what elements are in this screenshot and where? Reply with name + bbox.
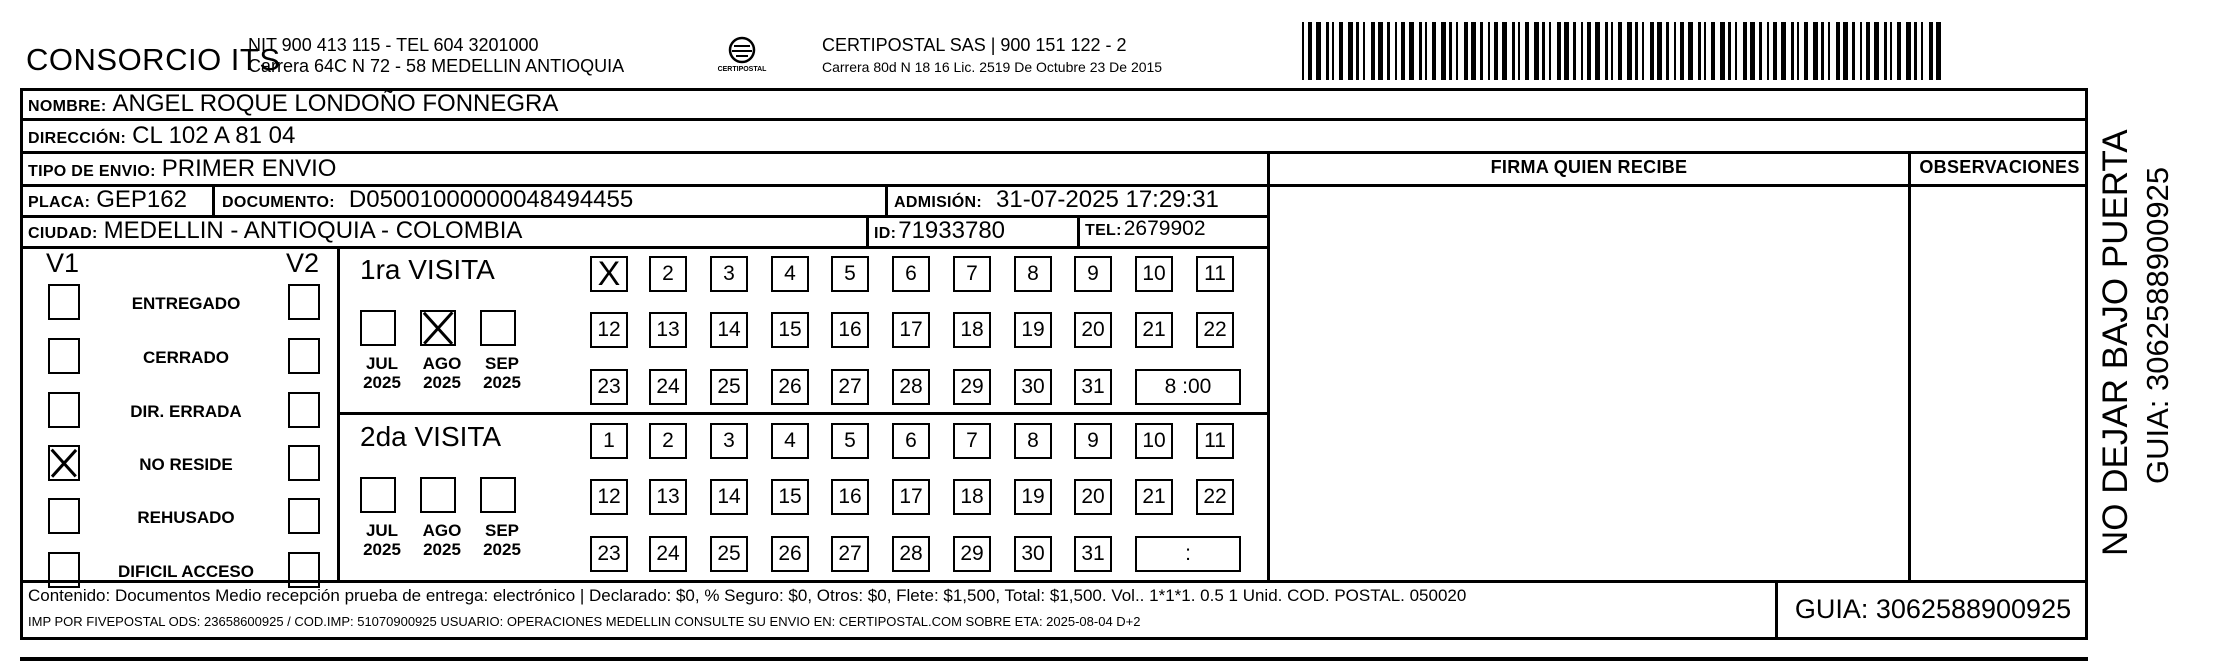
status-label: CERRADO [143,348,229,367]
month-name: AGO [422,354,462,373]
day-box[interactable]: 27 [831,369,869,405]
month-name: SEP [484,354,520,373]
logo-caption: CERTIPOSTAL [717,66,767,73]
barcode-bar [1488,22,1490,80]
certipostal-logo-icon [712,32,772,82]
documento-field [222,186,633,214]
rule [1077,215,1080,247]
day-box[interactable]: 5 [831,423,869,459]
barcode-bar [1441,22,1446,80]
v1-checkbox[interactable] [48,284,80,320]
company-address: Carrera 64C N 72 - 58 MEDELLIN ANTIOQUIA [248,56,625,76]
barcode-bar [1767,22,1769,80]
barcode-bar [1791,22,1794,80]
barcode-bar [1502,22,1507,80]
id-value: 71933780 [898,217,1006,244]
day-box[interactable]: 14 [710,479,748,515]
time-box[interactable]: 8 :00 [1135,369,1241,405]
barcode-bar [1759,22,1762,80]
day-box[interactable]: 31 [1074,536,1112,572]
barcode-bar [1890,22,1892,80]
barcode-bar [1914,22,1917,80]
month-checkbox[interactable] [480,310,516,346]
day-box[interactable]: 30 [1014,369,1052,405]
barcode-bar [1666,22,1669,80]
day-box[interactable]: X [590,256,628,292]
barcode-bar [1557,22,1561,80]
ciudad-value: MEDELLIN - ANTIOQUIA - COLOMBIA [103,217,523,244]
barcode-bar [1518,22,1520,80]
id-label: ID: [874,225,897,242]
visit-title: 1ra VISITA [360,254,495,285]
admision-value: 31-07-2025 17:29:31 [996,186,1219,213]
barcode-bar [1866,22,1870,80]
day-box[interactable]: 1 [590,423,628,459]
tipo-envio-field [28,155,336,183]
ciudad-field [28,217,522,245]
month-name: AGO [422,521,462,540]
day-box[interactable]: 4 [771,423,809,459]
month-year: 2025 [483,540,521,559]
ciudad-label: CIUDAD: [28,225,98,242]
barcode-bar [1680,22,1684,80]
day-box[interactable]: 11 [1196,423,1234,459]
status-label: DIFICIL ACCESO [117,562,254,581]
day-box[interactable]: 3 [710,256,748,292]
v2-checkbox[interactable] [288,498,320,534]
day-box[interactable]: 11 [1196,256,1234,292]
barcode-bar [1743,22,1747,80]
barcode-bar [1852,22,1855,80]
month-label [476,354,528,392]
barcode-bar [1843,22,1848,80]
visit-title: 2da VISITA [360,421,502,452]
barcode-bar [1401,22,1405,80]
admision-field [894,186,1219,214]
barcode-bar [1773,22,1777,80]
barcode-bar [1618,22,1622,80]
tel-field [1085,217,1206,241]
tel-label: TEL: [1085,222,1122,239]
day-box[interactable]: 30 [1014,536,1052,572]
month-year: 2025 [483,373,521,392]
day-box[interactable]: 7 [953,256,991,292]
day-box[interactable]: 9 [1074,256,1112,292]
v2-checkbox[interactable] [288,338,320,374]
barcode-bar [1936,22,1941,80]
month-label [476,521,528,559]
day-box[interactable]: 18 [953,312,991,348]
barcode-bar [1728,22,1731,80]
day-box[interactable]: 22 [1196,312,1234,348]
nombre-label: NOMBRE: [28,98,107,115]
day-box[interactable]: 8 [1014,256,1052,292]
v1-heading: V1 [46,248,80,278]
day-box[interactable]: 27 [831,536,869,572]
documento-label: DOCUMENTO: [222,194,335,211]
day-box[interactable]: 16 [831,479,869,515]
month-label [356,354,408,392]
barcode-bar [1781,22,1786,80]
status-label: ENTREGADO [131,294,241,313]
day-box[interactable]: 20 [1074,312,1112,348]
barcode-bar [1549,22,1551,80]
day-box[interactable]: 23 [590,536,628,572]
day-box[interactable]: 7 [953,423,991,459]
rule [885,184,888,216]
placa-label: PLACA: [28,194,91,211]
barcode-bar [1874,22,1879,80]
rule [1267,151,1270,581]
barcode-bar [1657,22,1662,80]
direccion-field [28,122,295,150]
day-box[interactable]: 16 [831,312,869,348]
rule [337,246,340,581]
day-box[interactable]: 5 [831,256,869,292]
day-box[interactable]: 29 [953,536,991,572]
barcode-bar [1797,22,1799,80]
barcode-bar [1573,22,1576,80]
firma-heading: FIRMA QUIEN RECIBE [1490,157,1688,177]
barcode-bar [1674,22,1676,80]
barcode-bar [1897,22,1901,80]
rule [337,412,1267,415]
v2-checkbox[interactable] [288,392,320,428]
company-nit: NIT 900 413 115 - TEL 604 3201000 [248,35,539,55]
day-box[interactable]: 20 [1074,479,1112,515]
barcode-bar [1735,22,1737,80]
barcode-bar [1698,22,1701,80]
day-box[interactable]: 3 [710,423,748,459]
barcode-bar [1456,22,1458,80]
barcode-bar [1627,22,1632,80]
barcode-bar [1419,22,1422,80]
barcode-bar [1302,22,1304,80]
month-checkbox[interactable] [360,310,396,346]
admision-label: ADMISIÓN: [894,194,983,211]
barcode-bar [1828,22,1830,80]
day-box[interactable]: 17 [892,479,930,515]
v1-checkbox[interactable] [48,392,80,428]
barcode-bar [1595,22,1600,80]
month-name: JUL [365,521,399,540]
month-year: 2025 [363,540,401,559]
v2-checkbox[interactable] [288,284,320,320]
month-label [416,354,468,392]
barcode-bar [1884,22,1887,80]
day-box[interactable]: 14 [710,312,748,348]
status-label: REHUSADO [137,508,235,527]
barcode-bar [1860,22,1862,80]
day-box[interactable]: 24 [649,369,687,405]
barcode-bar [1316,22,1321,80]
day-box[interactable]: 13 [649,479,687,515]
day-box[interactable]: 29 [953,369,991,405]
barcode-bar [1581,22,1583,80]
day-box[interactable]: 25 [710,369,748,405]
v1-checkbox[interactable] [48,338,80,374]
day-box[interactable]: 28 [892,536,930,572]
direccion-value: CL 102 A 81 04 [132,122,296,149]
barcode-bar [1929,22,1933,80]
day-box[interactable]: 26 [771,536,809,572]
barcode-bar [1587,22,1591,80]
nombre-field [28,90,558,118]
bottom-rule [20,657,2088,661]
day-box[interactable]: 9 [1074,423,1112,459]
id-field [874,217,1005,245]
day-box[interactable]: 4 [771,256,809,292]
month-name: JUL [365,354,399,373]
tipo-envio-value: PRIMER ENVIO [161,155,337,182]
direccion-label: DIRECCIÓN: [28,130,127,147]
barcode-bar [1363,22,1365,80]
day-box[interactable]: 26 [771,369,809,405]
day-box[interactable]: 21 [1135,479,1173,515]
barcode-bar [1348,22,1353,80]
day-box[interactable]: 19 [1014,479,1052,515]
v2-checkbox[interactable] [288,552,320,588]
rule [20,246,1268,249]
rule [1908,151,1911,581]
day-box[interactable]: 2 [649,256,687,292]
day-box[interactable]: 15 [771,312,809,348]
barcode-bar [1326,22,1329,80]
barcode-bar [1836,22,1840,80]
barcode-bar [1525,22,1529,80]
barcode-bar [1906,22,1911,80]
certipostal-nit: CERTIPOSTAL SAS | 900 151 122 - 2 [822,35,1127,55]
day-box[interactable]: 31 [1074,369,1112,405]
barcode-bar [1711,22,1715,80]
rule [866,215,869,247]
v2-heading: V2 [286,248,320,278]
day-box[interactable]: 10 [1135,423,1173,459]
month-label [356,521,408,559]
barcode-bar [1564,22,1569,80]
barcode-bar [1704,22,1706,80]
day-box[interactable]: 15 [771,479,809,515]
time-box[interactable]: : [1135,536,1241,572]
certipostal-logo [712,32,772,82]
barcode-bar [1395,22,1397,80]
month-year: 2025 [423,373,461,392]
company-name: CONSORCIO ITS [26,42,281,77]
barcode-bar [1371,22,1375,80]
barcode-bar [1642,22,1644,80]
barcode-bar [1750,22,1755,80]
certipostal-address: Carrera 80d N 18 16 Lic. 2519 De Octubre 23 De 2015 [822,59,1163,75]
day-box[interactable]: 13 [649,312,687,348]
barcode-bar [1821,22,1824,80]
day-box[interactable]: 18 [953,479,991,515]
barcode-bar [1512,22,1515,80]
barcode-bar [1308,22,1312,80]
status-label: DIR. ERRADA [130,402,242,421]
footer-contenido: Contenido: Documentos Medio recepción prueba de entrega: electrónico | Declarado: $0, % Seguro: $0, Otros: $0, Flete: $1,500, Total: $1,500. Vol.. 1*1*1. 0.5 1 Unid. COD. POSTAL. 050020 [28,586,1467,605]
v2-checkbox[interactable] [288,445,320,481]
rule [20,118,2088,121]
status-label: NO RESIDE [139,455,233,474]
barcode-bar [1534,22,1539,80]
month-checkbox[interactable] [480,477,516,513]
side-guia: GUIA: 3062588900925 [2140,166,2175,484]
barcode [1302,22,1942,80]
barcode-bar [1432,22,1436,80]
rule [20,151,2088,154]
day-box[interactable]: 6 [892,423,930,459]
barcode-bar [1542,22,1545,80]
v1-checkbox[interactable] [48,445,80,481]
barcode-bar [1332,22,1334,80]
v1-checkbox[interactable] [48,498,80,534]
barcode-bar [1611,22,1613,80]
barcode-bar [1449,22,1452,80]
month-checkbox[interactable] [420,477,456,513]
day-box[interactable]: 12 [590,479,628,515]
barcode-bar [1387,22,1390,80]
barcode-bar [1339,22,1343,80]
placa-value: GEP162 [96,186,187,213]
month-checkbox[interactable] [420,310,456,346]
barcode-bar [1425,22,1427,80]
month-year: 2025 [363,373,401,392]
day-box[interactable]: 21 [1135,312,1173,348]
footer-imp: IMP POR FIVEPOSTAL ODS: 23658600925 / COD.IMP: 51070900925 USUARIO: OPERACIONES MEDELLIN CONSULTE SU ENVIO EN: CERTIPOSTAL.COM SOBRE ETA: 2025-08-04 D+2 [28,614,1141,629]
day-box[interactable]: 2 [649,423,687,459]
v1-checkbox[interactable] [48,552,80,588]
day-box[interactable]: 17 [892,312,930,348]
day-box[interactable]: 25 [710,536,748,572]
tipo-envio-label: TIPO DE ENVIO: [28,163,156,180]
barcode-bar [1605,22,1608,80]
month-checkbox[interactable] [360,477,396,513]
barcode-bar [1635,22,1638,80]
barcode-bar [1688,22,1693,80]
barcode-bar [1494,22,1498,80]
tel-value: 2679902 [1123,217,1206,240]
day-box[interactable]: 28 [892,369,930,405]
day-box[interactable]: 12 [590,312,628,348]
barcode-bar [1720,22,1725,80]
month-name: SEP [484,521,520,540]
footer-guia: GUIA: 3062588900925 [1794,594,2072,624]
barcode-bar [1356,22,1359,80]
barcode-bar [1813,22,1818,80]
day-box[interactable]: 8 [1014,423,1052,459]
barcode-image [1302,22,1942,80]
day-box[interactable]: 23 [590,369,628,405]
barcode-bar [1921,22,1923,80]
day-box[interactable]: 24 [649,536,687,572]
day-box[interactable]: 10 [1135,256,1173,292]
day-box[interactable]: 6 [892,256,930,292]
barcode-bar [1378,22,1383,80]
barcode-bar [1409,22,1414,80]
month-year: 2025 [423,540,461,559]
day-box[interactable]: 19 [1014,312,1052,348]
day-box[interactable]: 22 [1196,479,1234,515]
placa-field [28,186,187,214]
month-label [416,521,468,559]
rule [212,184,215,216]
nombre-value: ANGEL ROQUE LONDOÑO FONNEGRA [112,90,559,117]
barcode-bar [1650,22,1654,80]
barcode-bar [1480,22,1483,80]
documento-value: D05001000000048494455 [348,186,634,213]
barcode-bar [1804,22,1808,80]
observaciones-heading: OBSERVACIONES [1919,157,2080,177]
barcode-bar [1464,22,1468,80]
side-no-dejar: NO DEJAR BAJO PUERTA [2096,129,2135,556]
barcode-bar [1471,22,1476,80]
